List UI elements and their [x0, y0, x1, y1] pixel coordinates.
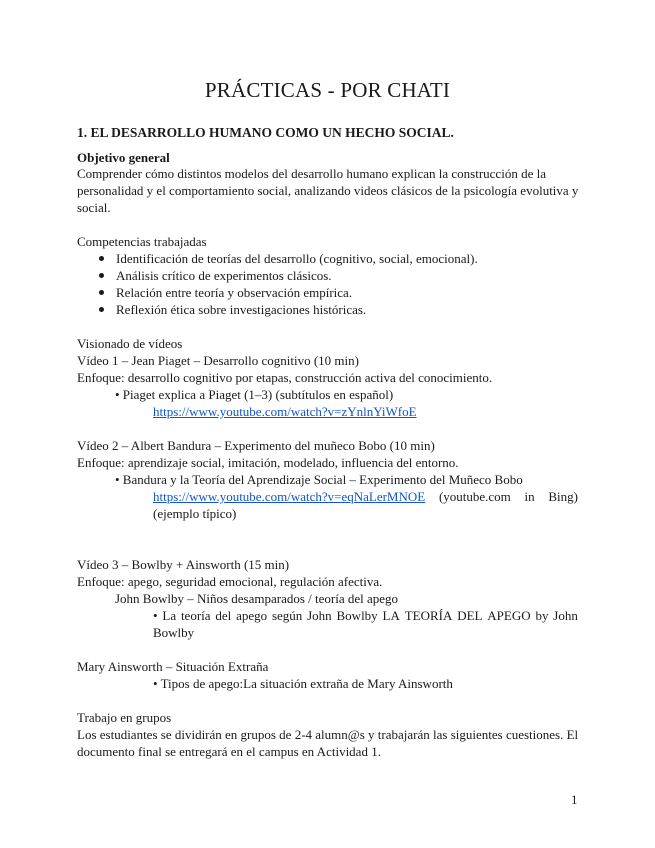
bowlby-word: LA	[382, 608, 400, 623]
page-number: 1	[571, 792, 578, 807]
group-work-line: Los estudiantes se dividirán en grupos de 2-4 alumn@s y trabajarán las siguientes cuestiones. El	[77, 727, 579, 742]
video2-title: Vídeo 2 – Albert Bandura – Experimento del muñeco Bobo (10 min)	[77, 438, 435, 453]
link-suffix-word: Bing)	[548, 489, 578, 504]
bowlby-word: APEGO	[487, 608, 531, 623]
competency-item: Análisis crítico de experimentos clásicos.	[116, 268, 332, 283]
bowlby-word: del	[215, 608, 232, 623]
bowlby-heading: John Bowlby – Niños desamparados / teoría del apego	[115, 591, 399, 606]
video1-link[interactable]: https://www.youtube.com/watch?v=zYnlnYiWfoE	[153, 404, 417, 419]
videos-heading: Visionado de vídeos	[77, 336, 183, 351]
competency-item: Identificación de teorías del desarrollo (cognitivo, social, emocional).	[116, 251, 478, 266]
group-work-line: documento final se entregará en el campus en Actividad 1.	[77, 744, 381, 759]
ainsworth-heading: Mary Ainsworth – Situación Extraña	[77, 659, 269, 674]
link-suffix-word: (youtube.com	[438, 489, 511, 504]
bullet-icon	[99, 290, 104, 295]
bullet-icon	[99, 307, 104, 312]
objective-heading: Objetivo general	[77, 150, 170, 165]
objective-line: Comprender cómo distintos modelos del desarrollo humano explican la construcción de la	[77, 166, 546, 181]
competency-item: Relación entre teoría y observación empírica.	[116, 285, 353, 300]
video1-item: • Piaget explica a Piaget (1–3) (subtítulos en español)	[115, 387, 394, 402]
bowlby-word: John	[307, 608, 332, 623]
bowlby-word: Bowlby	[336, 608, 378, 623]
video1-focus: Enfoque: desarrollo cognitivo por etapas, construcción activa del conocimiento.	[77, 370, 493, 385]
video1-title: Vídeo 1 – Jean Piaget – Desarrollo cognitivo (10 min)	[77, 353, 359, 368]
bullet-icon	[99, 256, 104, 261]
bowlby-word: según	[271, 608, 303, 623]
bowlby-item-line	[153, 607, 578, 624]
video2-focus: Enfoque: aprendizaje social, imitación, modelado, influencia del entorno.	[77, 455, 459, 470]
bowlby-word: La	[162, 608, 177, 623]
section-heading: 1. EL DESARROLLO HUMANO COMO UN HECHO SOCIAL.	[77, 125, 454, 140]
video2-link[interactable]: https://www.youtube.com/watch?v=eqNaLerMNOE	[153, 489, 426, 504]
bowlby-item-cont: Bowlby	[153, 625, 195, 640]
bowlby-word: John	[553, 608, 578, 623]
video2-item: • Bandura y la Teoría del Aprendizaje Social – Experimento del Muñeco Bobo	[115, 472, 523, 487]
bowlby-word: teoría	[180, 608, 211, 623]
video3-title: Vídeo 3 – Bowlby + Ainsworth (15 min)	[77, 557, 290, 572]
objective-line: personalidad y el comportamiento social, analizando videos clásicos de la psicología evolutiva y	[77, 183, 579, 198]
video3-focus: Enfoque: apego, seguridad emocional, regulación afectiva.	[77, 574, 383, 589]
ainsworth-item: • Tipos de apego:La situación extraña de Mary Ainsworth	[153, 676, 453, 691]
video2-link-line	[153, 488, 578, 505]
objective-line: social.	[77, 200, 111, 215]
video2-note: (ejemplo típico)	[153, 506, 237, 521]
bowlby-word: apego	[236, 608, 268, 623]
competencies-heading: Competencias trabajadas	[77, 234, 207, 249]
bowlby-word: •	[153, 608, 158, 623]
bowlby-word: DEL	[457, 608, 483, 623]
group-work-heading: Trabajo en grupos	[77, 710, 172, 725]
bowlby-word: TEORÍA	[404, 608, 453, 623]
bullet-icon	[99, 273, 104, 278]
link-suffix-word: in	[524, 489, 535, 504]
bowlby-word: by	[535, 608, 549, 623]
page-title: PRÁCTICAS - POR CHATI	[204, 78, 451, 102]
competency-item: Reflexión ética sobre investigaciones históricas.	[116, 302, 367, 317]
